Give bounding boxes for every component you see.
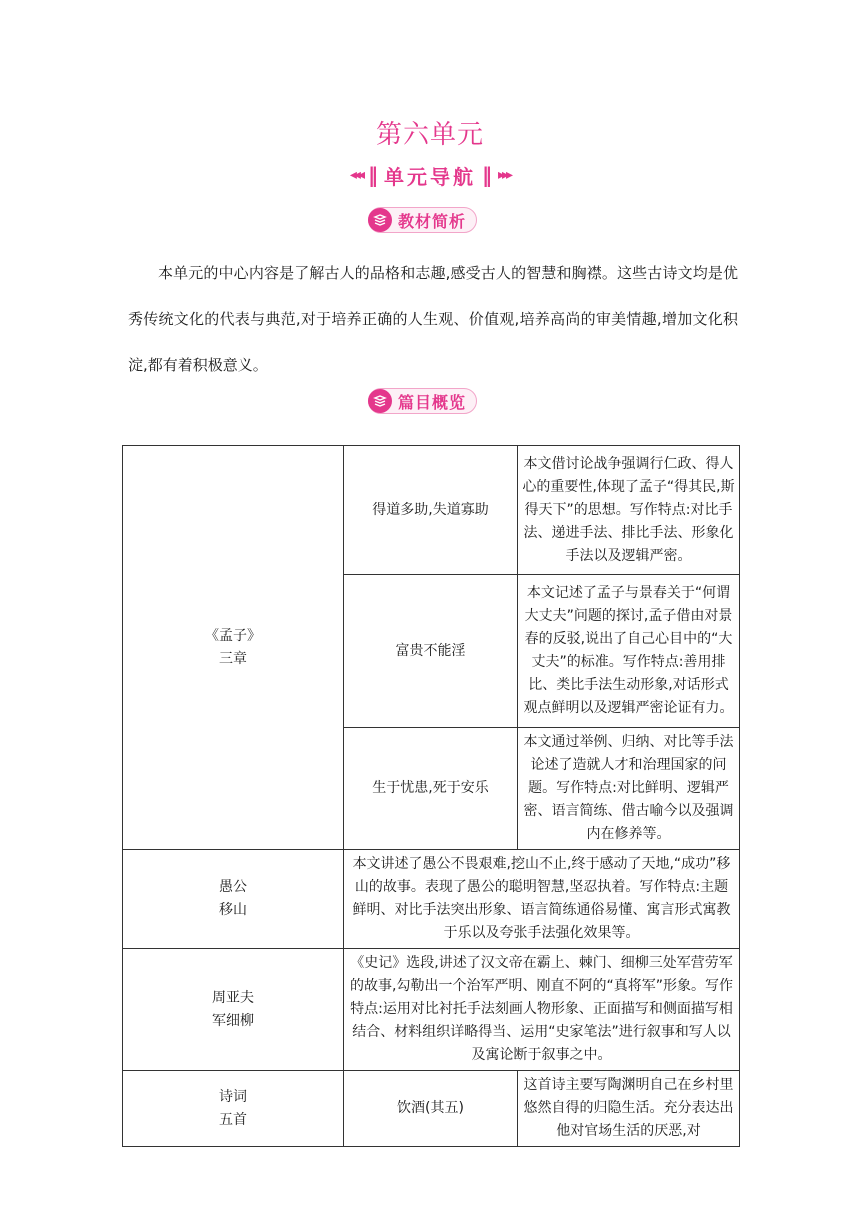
table-row	[123, 1071, 740, 1147]
textbook-analysis-label: 教材简析	[398, 211, 467, 231]
overview-label: 篇目概览	[398, 392, 467, 412]
textbook-analysis-badge	[368, 207, 477, 233]
zhouyafu-title-cell: 周亚夫 军细柳	[123, 949, 344, 1071]
unit-navigation-heading: 单元导航	[384, 164, 476, 189]
article-title: 富贵不能淫	[344, 575, 518, 728]
left-arrows-icon: ◂◂◂	[349, 167, 362, 183]
unit-title: 第六单元	[375, 120, 484, 150]
book-stack-icon	[368, 208, 392, 232]
article-title: 生于忧患,死于安乐	[344, 728, 518, 850]
unit-navigation-banner	[0, 160, 860, 190]
left-bar-icon: ‖	[368, 163, 378, 187]
table-row	[123, 446, 740, 575]
article-description: 本文讲述了愚公不畏艰难,挖山不止,终于感动了天地,“成功”移山的故事。表现了愚公的聪明智慧,坚忍执着。写作特点:主题鲜明、对比手法突出形象、语言简练通俗易懂、寓言形式寓教于乐以及夸张手法强化效果等。	[344, 850, 740, 949]
article-description: 本文通过举例、归纳、对比等手法论述了造就人才和治理国家的问题。写作特点:对比鲜明、逻辑严密、语言简练、借古喻今以及强调内在修养等。	[518, 728, 740, 850]
article-title: 饮酒(其五)	[344, 1071, 518, 1147]
yugong-title-cell: 愚公 移山	[123, 850, 344, 949]
table-row	[123, 949, 740, 1071]
article-description: 本文借讨论战争强调行仁政、得人心的重要性,体现了孟子“得其民,斯得天下”的思想。写作特点:对比手法、递进手法、排比手法、形象化手法以及逻辑严密。	[518, 446, 740, 575]
overview-badge	[368, 388, 477, 414]
intro-paragraph: 本单元的中心内容是了解古人的品格和志趣,感受古人的智慧和胸襟。这些古诗文均是优秀传统文化的代表与典范,对于培养正确的人生观、价值观,培养高尚的审美情趣,增加文化积淀,都有着积极意义。	[128, 264, 738, 374]
article-title: 得道多助,失道寡助	[344, 446, 518, 575]
article-description: 本文记述了孟子与景春关于“何谓大丈夫”问题的探讨,孟子借由对景春的反驳,说出了自己心目中的“大丈夫”的标准。写作特点:善用排比、类比手法生动形象,对话形式观点鲜明以及逻辑严密论证有力。	[518, 575, 740, 728]
right-bar-icon: ‖	[482, 163, 492, 187]
book-stack-icon	[368, 389, 392, 413]
article-description: 这首诗主要写陶渊明自己在乡村里悠然自得的归隐生活。充分表达出他对官场生活的厌恶,对	[518, 1071, 740, 1147]
article-description: 《史记》选段,讲述了汉文帝在霸上、棘门、细柳三处军营劳军的故事,勾勒出一个治军严明、刚直不阿的“真将军”形象。写作特点:运用对比衬托手法刻画人物形象、正面描写和侧面描写相结合、材料组织详略得当、运用“史家笔法”进行叙事和写人以及寓论断于叙事之中。	[344, 949, 740, 1071]
overview-table	[122, 445, 740, 1147]
mengzi-group-cell: 《孟子》 三章	[123, 446, 344, 850]
table-row	[123, 850, 740, 949]
right-arrows-icon: ▸▸▸	[498, 167, 511, 183]
poems-group-cell: 诗词 五首	[123, 1071, 344, 1147]
